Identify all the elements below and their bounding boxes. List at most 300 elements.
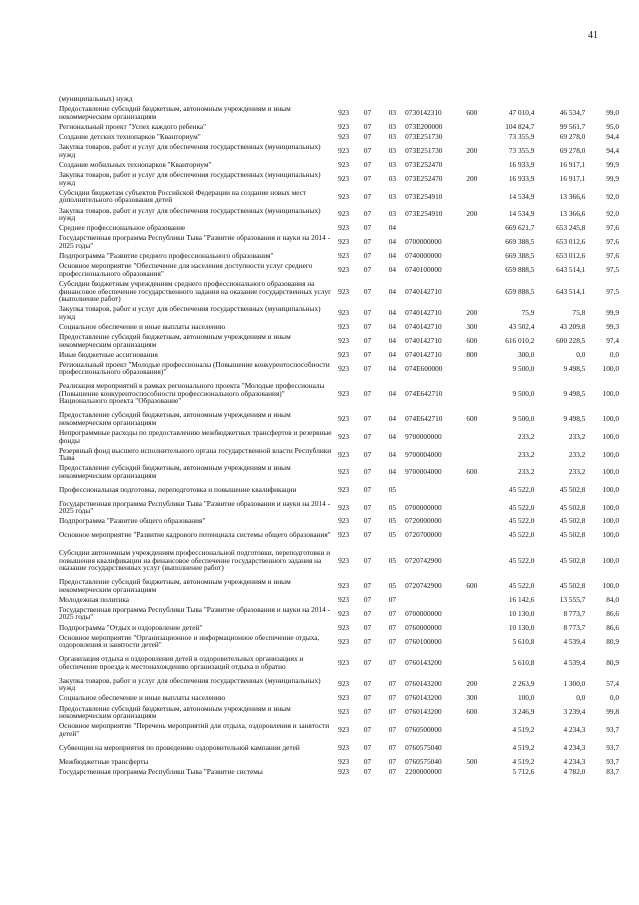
- row-expense-type: [460, 94, 483, 104]
- row-section-code: 07: [363, 308, 372, 317]
- row-expense-type: 600: [466, 707, 478, 717]
- row-expense-type: 600: [466, 335, 478, 345]
- row-ministry-code: 923: [338, 608, 350, 618]
- row-subsection-code: 04: [388, 335, 397, 345]
- row-actual-amount: 0,0: [576, 349, 586, 359]
- row-section-code: 07: [363, 756, 372, 766]
- table-row: [59, 632, 619, 650]
- row-ministry-code: 923: [338, 265, 350, 275]
- row-actual-amount: 233,2: [568, 467, 586, 477]
- row-subsection-code: 04: [388, 467, 397, 477]
- table-row: [59, 322, 619, 332]
- table-row: [59, 170, 619, 188]
- row-percent: 100,0: [602, 363, 619, 373]
- row-subsection-code: 03: [388, 209, 397, 219]
- row-planned-amount: 43 502,4: [508, 321, 535, 331]
- row-name: Закупка товаров, работ и услуг для обеспечения государственных (муниципальных) нужд: [59, 675, 321, 693]
- row-name: Субсидии бюджетам субъектов Российской Федерации на создание новых мест дополнительного образования детей: [59, 187, 307, 205]
- row-expense-type: [460, 377, 483, 410]
- table-row: [59, 622, 619, 632]
- row-section-code: 07: [363, 388, 372, 398]
- table-row: [59, 94, 619, 104]
- row-planned-amount: 14 534,9: [508, 209, 535, 219]
- row-planned-amount: 4 519,2: [512, 756, 535, 766]
- row-actual-amount: 45 502,8: [559, 555, 586, 565]
- row-ministry-code: 923: [338, 742, 350, 752]
- row-name: Среднее профессиональное образование: [59, 223, 186, 233]
- row-subsection-code: 04: [388, 414, 397, 424]
- row-subsection-code: 04: [388, 286, 397, 296]
- table-row: [59, 526, 619, 544]
- row-actual-amount: 69 278,0: [559, 146, 586, 156]
- row-planned-amount: 10 130,0: [508, 608, 535, 618]
- row-planned-amount: 616 010,2: [505, 335, 535, 345]
- row-section-code: 07: [363, 555, 372, 565]
- row-ministry-code: 923: [338, 622, 350, 632]
- row-percent: 97,5: [606, 265, 619, 275]
- row-actual-amount: 600 228,5: [556, 335, 586, 345]
- row-subsection-code: 07: [388, 636, 397, 646]
- row-percent: 99,9: [606, 160, 619, 170]
- row-expense-type: 800: [466, 349, 478, 359]
- row-name: Создание детских технопарков "Кванториум": [59, 132, 201, 142]
- row-subsection-code: 07: [388, 622, 397, 632]
- row-planned-amount: 4 519,2: [512, 725, 535, 734]
- row-planned-amount: 45 522,0: [508, 484, 535, 494]
- row-target-article: 074E642710: [405, 388, 443, 398]
- row-name: Иные бюджетные ассигнования: [59, 349, 158, 359]
- row-percent: 97,6: [606, 223, 619, 233]
- row-actual-amount: 4 539,4: [563, 658, 586, 668]
- row-planned-amount: 300,0: [518, 349, 535, 359]
- row-expense-type: [460, 721, 483, 739]
- row-name: Основное мероприятие "Перечень мероприятий для отдыха, оздоровления и занятости детей": [59, 721, 330, 738]
- row-ministry-code: 923: [338, 516, 350, 526]
- row-expense-type: [460, 498, 483, 516]
- row-target-article: 0740100000: [405, 265, 442, 275]
- row-subsection-code: 04: [388, 449, 397, 459]
- row-percent: 92,0: [606, 209, 619, 219]
- table-row: [59, 650, 619, 675]
- row-percent: 97,6: [606, 251, 619, 261]
- row-ministry-code: 923: [338, 160, 350, 170]
- row-percent: 100,0: [602, 555, 619, 565]
- table-row: [59, 279, 619, 304]
- row-ministry-code: 923: [338, 223, 350, 233]
- row-planned-amount: 233,2: [518, 431, 535, 441]
- row-actual-amount: 4 234,3: [563, 756, 586, 766]
- row-actual-amount: 69 278,0: [559, 132, 586, 142]
- row-name: Предоставление субсидий бюджетным, автономным учреждениям и иным некоммерческим организациям: [59, 463, 291, 480]
- budget-table-body: [59, 94, 619, 777]
- table-row: [59, 605, 619, 623]
- row-target-article: 0740142710: [405, 321, 442, 331]
- table-row: [59, 304, 619, 322]
- row-ministry-code: 923: [338, 530, 350, 540]
- row-actual-amount: 16 917,1: [559, 174, 586, 184]
- row-target-article: 0760000000: [405, 622, 442, 632]
- row-section-code: 07: [363, 237, 372, 247]
- row-section-code: 07: [363, 484, 372, 494]
- row-name: Закупка товаров, работ и услуг для обеспечения государственных (муниципальных) нужд: [59, 205, 321, 223]
- row-name: Основное мероприятие "Развитие кадрового потенциала системы общего образования": [59, 530, 331, 540]
- row-ministry-code: 923: [338, 132, 350, 142]
- row-subsection-code: 05: [388, 530, 397, 540]
- table-row: [59, 349, 619, 359]
- row-subsection-code: 03: [388, 191, 397, 201]
- row-expense-type: [460, 160, 483, 170]
- row-section-code: 07: [363, 191, 372, 201]
- row-section-code: 07: [363, 349, 372, 359]
- row-planned-amount: 45 522,0: [508, 516, 535, 526]
- table-row: [59, 516, 619, 526]
- row-target-article: 0740142710: [405, 308, 442, 317]
- row-expense-type: [460, 445, 483, 463]
- table-row: [59, 377, 619, 410]
- row-percent: 86,6: [606, 622, 619, 632]
- row-percent: 80,9: [606, 658, 619, 668]
- row-expense-type: [460, 526, 483, 544]
- row-subsection-code: 03: [388, 174, 397, 184]
- row-actual-amount: 1 300,0: [563, 679, 586, 689]
- row-percent: 99,9: [606, 308, 619, 317]
- row-actual-amount: 4 234,3: [563, 742, 586, 752]
- row-subsection-code: 07: [388, 608, 397, 618]
- row-target-article: 073E200000: [405, 122, 443, 132]
- row-target-article: 0760575040: [405, 756, 442, 766]
- row-ministry-code: 923: [338, 349, 350, 359]
- row-name: Подпрограмма "Отдых и оздоровление детей": [59, 622, 203, 632]
- row-ministry-code: 923: [338, 286, 350, 296]
- row-percent: 99,9: [606, 174, 619, 184]
- row-actual-amount: 653 012,6: [556, 237, 586, 247]
- row-expense-type: 200: [466, 209, 478, 219]
- row-name: Предоставление субсидий бюджетным, автономным учреждениям и иным некоммерческим организациям: [59, 332, 291, 349]
- row-actual-amount: 3 239,4: [563, 707, 586, 717]
- row-percent: 86,6: [606, 608, 619, 618]
- row-section-code: 07: [363, 467, 372, 477]
- row-ministry-code: 923: [338, 766, 350, 776]
- row-actual-amount: 45 502,8: [559, 580, 586, 590]
- row-subsection-code: 03: [388, 122, 397, 132]
- row-ministry-code: 923: [338, 756, 350, 766]
- row-name: Организация отдыха и оздоровления детей в оздоровительных организациях и обеспечение проезда к местонахождению организаций отдыха и обратно: [59, 654, 304, 671]
- row-target-article: 0720700000: [405, 530, 442, 540]
- row-expense-type: 200: [466, 308, 478, 317]
- row-expense-type: 500: [466, 756, 478, 766]
- table-row: [59, 675, 619, 693]
- row-target-article: 2200000000: [405, 766, 442, 776]
- row-ministry-code: 923: [338, 636, 350, 646]
- row-target-article: 0720742900: [405, 580, 442, 590]
- row-expense-type: [460, 544, 483, 577]
- row-expense-type: [460, 132, 483, 142]
- row-percent: 93,7: [606, 756, 619, 766]
- row-name: Субсидии автономным учреждениям профессиональной подготовки, переподготовки и повышения квалификации на финансовое обеспечение государственного задания на оказание государственных услуг (выполнение работ): [59, 548, 331, 573]
- row-name: Подпрограмма "Развитие общего образования": [59, 516, 206, 526]
- row-section-code: [355, 94, 379, 104]
- row-ministry-code: 923: [338, 467, 350, 477]
- row-ministry-code: 923: [338, 555, 350, 565]
- table-row: [59, 251, 619, 261]
- row-actual-amount: 45 502,8: [559, 530, 586, 540]
- row-ministry-code: 923: [338, 502, 350, 512]
- row-planned-amount: 669 621,7: [505, 223, 535, 233]
- row-actual-amount: [534, 94, 585, 104]
- row-subsection-code: 05: [388, 516, 397, 526]
- row-planned-amount: 16 933,9: [508, 160, 535, 170]
- row-target-article: [405, 481, 460, 499]
- row-planned-amount: 669 388,5: [505, 251, 535, 261]
- row-expense-type: [460, 516, 483, 526]
- row-subsection-code: 04: [388, 349, 397, 359]
- row-target-article: 0720742900: [405, 555, 442, 565]
- row-subsection-code: 03: [388, 132, 397, 142]
- row-name: Субсидии бюджетным учреждениям среднего профессионального образования на финансовое обеспечение государственного задания на оказание государственных услуг (выполнение работ): [59, 279, 332, 304]
- row-percent: 100,0: [602, 431, 619, 441]
- row-actual-amount: 13 366,6: [559, 209, 586, 219]
- row-expense-type: 600: [466, 414, 478, 424]
- row-actual-amount: 75,8: [572, 308, 586, 317]
- row-actual-amount: 233,2: [568, 431, 586, 441]
- row-expense-type: 600: [466, 580, 478, 590]
- row-actual-amount: 13 555,7: [559, 594, 586, 604]
- row-planned-amount: 2 263,9: [512, 679, 535, 689]
- row-target-article: [405, 223, 460, 233]
- row-expense-type: 300: [466, 321, 478, 331]
- row-name: Непрограммные расходы по предоставлению межбюджетных трансфертов и резервные фонды: [59, 428, 332, 445]
- row-actual-amount: 46 534,7: [559, 108, 586, 118]
- row-ministry-code: 923: [338, 693, 350, 703]
- row-name: Предоставление субсидий бюджетным, автономным учреждениям и иным некоммерческим организациям: [59, 577, 291, 594]
- table-row: [59, 410, 619, 428]
- row-percent: 100,0: [602, 467, 619, 477]
- row-subsection-code: 07: [388, 707, 397, 717]
- row-target-article: [405, 594, 460, 604]
- table-row: [59, 205, 619, 223]
- row-name: Создание мобильных технопарков "Кванториум": [59, 160, 212, 170]
- row-name: Государственная программа Республики Тыва "Развитие образования и науки на 2014 - 2025 годы": [59, 233, 331, 250]
- row-planned-amount: 5 610,8: [512, 658, 535, 668]
- row-subsection-code: 07: [388, 679, 397, 689]
- row-percent: 93,7: [606, 742, 619, 752]
- row-ministry-code: 923: [338, 321, 350, 331]
- row-planned-amount: 45 522,0: [508, 555, 535, 565]
- row-section-code: 07: [363, 742, 372, 752]
- row-percent: 99,0: [606, 108, 619, 118]
- row-expense-type: [460, 251, 483, 261]
- table-row: [59, 739, 619, 757]
- row-planned-amount: 75,9: [521, 308, 535, 317]
- table-row: [59, 122, 619, 132]
- row-subsection-code: 07: [388, 594, 397, 604]
- row-actual-amount: 233,2: [568, 449, 586, 459]
- row-subsection-code: 07: [388, 766, 397, 776]
- row-ministry-code: 923: [338, 251, 350, 261]
- row-name: Закупка товаров, работ и услуг для обеспечения государственных (муниципальных) нужд: [59, 142, 321, 159]
- table-row: [59, 142, 619, 160]
- row-section-code: 07: [363, 594, 372, 604]
- row-section-code: 07: [363, 530, 372, 540]
- row-actual-amount: 643 514,1: [556, 265, 586, 275]
- row-actual-amount: 45 502,8: [559, 516, 586, 526]
- page-number: 41: [588, 30, 598, 41]
- row-name: Социальное обеспечение и иные выплаты населению: [59, 321, 226, 331]
- row-actual-amount: 4 539,4: [563, 636, 586, 646]
- row-target-article: 0700000000: [405, 237, 442, 247]
- row-target-article: 9700004000: [405, 467, 442, 477]
- row-actual-amount: 9 498,5: [563, 363, 586, 373]
- row-name: Закупка товаров, работ и услуг для обеспечения государственных (муниципальных) нужд: [59, 170, 321, 187]
- row-target-article: 0720000000: [405, 516, 442, 526]
- row-planned-amount: 9 500,0: [512, 363, 535, 373]
- row-section-code: 07: [363, 414, 372, 424]
- row-name: Государственная программа Республики Тыва "Развитие системы: [59, 766, 263, 776]
- row-actual-amount: 16 917,1: [559, 160, 586, 170]
- row-section-code: 07: [363, 108, 372, 118]
- table-row: [59, 766, 619, 776]
- row-name: Социальное обеспечение и иные выплаты населению: [59, 693, 226, 703]
- row-actual-amount: 99 561,7: [559, 122, 586, 132]
- row-expense-type: 600: [466, 108, 478, 118]
- row-subsection-code: 07: [388, 756, 397, 766]
- row-expense-type: 600: [466, 467, 478, 477]
- row-expense-type: 200: [466, 146, 478, 156]
- table-row: [59, 188, 619, 206]
- row-subsection-code: 03: [388, 160, 397, 170]
- row-expense-type: [460, 650, 483, 675]
- row-target-article: 0760143200: [405, 658, 442, 668]
- row-section-code: 07: [363, 146, 372, 156]
- row-percent: [585, 94, 619, 104]
- row-section-code: 07: [363, 658, 372, 668]
- row-planned-amount: 233,2: [518, 467, 535, 477]
- row-planned-amount: 104 824,7: [505, 122, 535, 132]
- row-name: Молодежная политика: [59, 594, 130, 604]
- row-actual-amount: 8 773,7: [563, 608, 586, 618]
- row-name: Предоставление субсидий бюджетным, автономным учреждениям и иным некоммерческим организациям: [59, 703, 291, 721]
- row-subsection-code: 03: [388, 108, 397, 118]
- row-percent: 80,9: [606, 636, 619, 646]
- row-percent: 57,4: [606, 679, 619, 689]
- row-percent: 94,4: [606, 146, 619, 156]
- row-planned-amount: 5 610,8: [512, 636, 535, 646]
- row-target-article: 073E251730: [405, 132, 443, 142]
- row-expense-type: 200: [466, 679, 478, 689]
- row-name: Государственная программа Республики Тыва "Развитие образования и науки на 2014 - 2025 годы": [59, 498, 331, 516]
- row-percent: 97,6: [606, 237, 619, 247]
- row-planned-amount: 4 519,2: [512, 742, 535, 752]
- table-row: [59, 481, 619, 499]
- row-actual-amount: 13 366,6: [559, 191, 586, 201]
- row-name: Профессиональная подготовка, переподготовка и повышение квалификации: [59, 484, 297, 494]
- row-target-article: 0740142710: [405, 349, 442, 359]
- row-subsection-code: 04: [388, 308, 397, 317]
- row-target-article: 0700000000: [405, 608, 442, 618]
- row-expense-type: [460, 481, 483, 499]
- row-name: Межбюджетные трансферты: [59, 756, 149, 766]
- row-section-code: 07: [363, 693, 372, 703]
- row-planned-amount: [484, 94, 535, 104]
- table-row: [59, 132, 619, 142]
- row-section-code: 07: [363, 449, 372, 459]
- row-section-code: 07: [363, 363, 372, 373]
- row-ministry-code: 923: [338, 484, 350, 494]
- row-name: Закупка товаров, работ и услуг для обеспечения государственных (муниципальных) нужд: [59, 304, 321, 321]
- row-section-code: 07: [363, 321, 372, 331]
- row-expense-type: [460, 605, 483, 623]
- row-target-article: 0760100000: [405, 636, 442, 646]
- row-target-article: 9700000000: [405, 431, 442, 441]
- row-subsection-code: 04: [388, 223, 397, 233]
- row-ministry-code: 923: [338, 707, 350, 717]
- table-row: [59, 756, 619, 766]
- table-row: [59, 498, 619, 516]
- row-percent: 94,4: [606, 132, 619, 142]
- row-expense-type: 300: [466, 693, 478, 703]
- row-ministry-code: 923: [338, 335, 350, 345]
- row-planned-amount: 5 712,6: [512, 766, 535, 776]
- row-subsection-code: 07: [388, 725, 397, 734]
- row-section-code: 07: [363, 725, 372, 734]
- row-percent: 92,0: [606, 191, 619, 201]
- row-section-code: 07: [363, 265, 372, 275]
- row-target-article: 0740142710: [405, 286, 442, 296]
- row-planned-amount: 47 010,4: [508, 108, 535, 118]
- row-planned-amount: 10 130,0: [508, 622, 535, 632]
- budget-table: [59, 94, 619, 777]
- row-actual-amount: 0,0: [576, 693, 586, 703]
- table-row: [59, 544, 619, 577]
- row-expense-type: [460, 233, 483, 251]
- row-percent: 100,0: [602, 530, 619, 540]
- row-target-article: 0740000000: [405, 251, 442, 261]
- row-ministry-code: 923: [338, 679, 350, 689]
- row-subsection-code: 04: [388, 363, 397, 373]
- row-name: Реализация мероприятий в рамках регионального проекта "Молодые профессионалы (Повышение конкурентоспособности профессионального образования)" Национального проекта "Образование": [59, 381, 325, 406]
- row-planned-amount: 16 142,6: [508, 594, 535, 604]
- row-expense-type: [460, 279, 483, 304]
- row-name: Основное мероприятие "Обеспечение для населения доступности услуг среднего профессионального образования": [59, 261, 313, 278]
- row-name: Субвенции на мероприятия по проведению оздоровительной кампании детей: [59, 742, 300, 752]
- row-ministry-code: 923: [338, 388, 350, 398]
- row-section-code: 07: [363, 679, 372, 689]
- row-ministry-code: 923: [338, 658, 350, 668]
- row-planned-amount: 659 888,5: [505, 286, 535, 296]
- table-row: [59, 721, 619, 739]
- row-percent: 100,0: [602, 449, 619, 459]
- row-ministry-code: 923: [338, 594, 350, 604]
- row-target-article: 0700000000: [405, 502, 442, 512]
- row-subsection-code: 04: [388, 251, 397, 261]
- table-row: [59, 463, 619, 481]
- table-row: [59, 577, 619, 595]
- row-name: Предоставление субсидий бюджетным, автономным учреждениям и иным некоммерческим организациям: [59, 104, 291, 121]
- table-row: [59, 594, 619, 604]
- row-target-article: 073E254910: [405, 191, 443, 201]
- row-name: Предоставление субсидий бюджетным, автономным учреждениям и иным некоммерческим организациям: [59, 410, 291, 427]
- row-planned-amount: 45 522,0: [508, 502, 535, 512]
- row-expense-type: [460, 622, 483, 632]
- row-planned-amount: 45 522,0: [508, 530, 535, 540]
- row-subsection-code: 05: [388, 580, 397, 590]
- row-planned-amount: 9 500,0: [512, 388, 535, 398]
- row-percent: 100,0: [602, 484, 619, 494]
- row-section-code: 07: [363, 502, 372, 512]
- row-ministry-code: 923: [338, 308, 350, 317]
- table-row: [59, 332, 619, 350]
- row-actual-amount: 653 245,8: [556, 223, 586, 233]
